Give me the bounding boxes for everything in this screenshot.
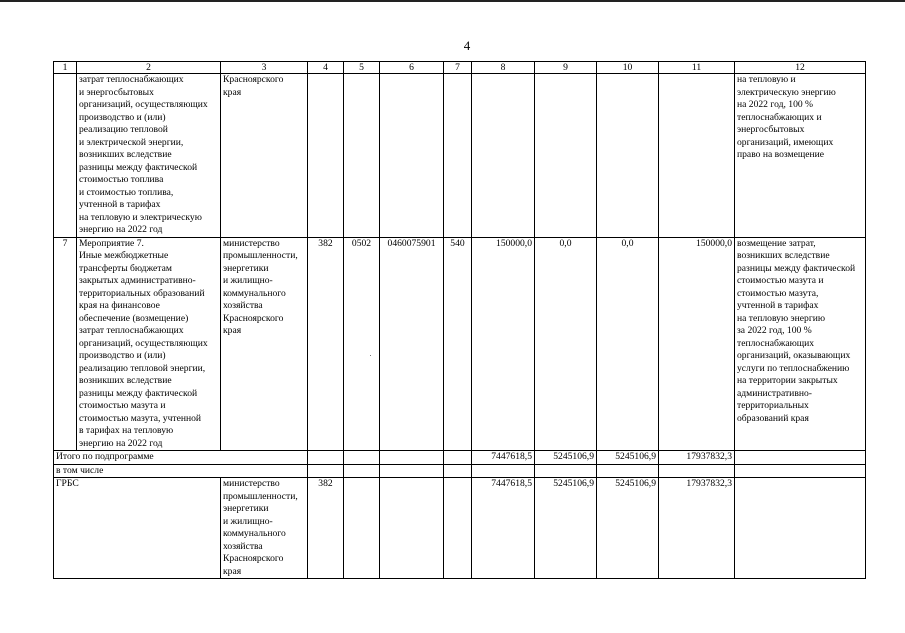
measure-description: Мероприятие 7. Иные межбюджетные трансферты бюджетам закрытых административно- территориальных образований края на финансовое обеспечение (возмещение) затрат теплоснабжающих организаций, осуществляющих производство и (или) реализацию тепловой энергии, возникших вследствие разницы между фактической стоимостью мазута и стоимостью мазута, учтенной в тарифах на тепловую энергию на 2022 год — [77, 237, 221, 451]
administrator: министерство промышленности, энергетики и жилищно- коммунального хозяйства Красноярского края — [221, 478, 308, 579]
total-col-8: 7447618,5 — [472, 451, 535, 465]
grbs-col-11: 17937832,3 — [659, 478, 735, 579]
col-header: 7 — [444, 62, 472, 74]
col-header: 4 — [308, 62, 344, 74]
administrator: Красноярского края — [221, 74, 308, 238]
table-row-grbs — [54, 478, 866, 579]
table-row-continuation — [54, 74, 866, 238]
table-row-measure-7 — [54, 237, 866, 451]
table-row-total — [54, 451, 866, 465]
col-header: 12 — [735, 62, 866, 74]
amount-col-10: 0,0 — [597, 237, 659, 451]
grbs-col-10: 5245106,9 — [597, 478, 659, 579]
header-row — [54, 62, 866, 74]
col-header: 5 — [344, 62, 380, 74]
total-label: Итого по подпрограмме — [54, 451, 308, 465]
grbs-label: ГРБС — [54, 478, 221, 579]
measure-description: затрат теплоснабжающих и энергосбытовых организаций, осуществляющих производство и (или) реализацию тепловой и электрической энергии, возникших вследствие разницы между фактической стоимостью топлива и стоимостью топлива, учтенной в тарифах на тепловую и электрическую энергию на 2022 год — [77, 74, 221, 238]
col-header: 2 — [77, 62, 221, 74]
col-header: 6 — [380, 62, 444, 74]
grbs-code: 382 — [308, 237, 344, 451]
page-number: 4 — [463, 38, 471, 53]
grbs-col-9: 5245106,9 — [535, 478, 597, 579]
col-header: 3 — [221, 62, 308, 74]
table-row-including — [54, 464, 866, 478]
including-label: в том числе — [54, 464, 308, 478]
administrator: министерство промышленности, энергетики и жилищно- коммунального хозяйства Красноярского края — [221, 237, 308, 451]
total-col-11: 17937832,3 — [659, 451, 735, 465]
grbs-col-8: 7447618,5 — [472, 478, 535, 579]
amount-col-8: 150000,0 — [472, 237, 535, 451]
col-header: 11 — [659, 62, 735, 74]
program-table — [53, 61, 866, 579]
col-header: 1 — [54, 62, 77, 74]
target-article-code: 0460075901 — [380, 237, 444, 451]
amount-col-11: 150000,0 — [659, 237, 735, 451]
grbs-code: 382 — [308, 478, 344, 579]
col-header: 9 — [535, 62, 597, 74]
expense-type-code: 540 — [444, 237, 472, 451]
amount-col-9: 0,0 — [535, 237, 597, 451]
page-top-edge — [0, 0, 905, 2]
col-header: 8 — [472, 62, 535, 74]
section-code: 0502 — [344, 237, 380, 451]
total-col-10: 5245106,9 — [597, 451, 659, 465]
row-number: 7 — [54, 237, 77, 451]
expected-result: возмещение затрат, возникших вследствие разницы между фактической стоимостью мазута и стоимостью мазута, учтенной в тарифах на тепловую энергию за 2022 год, 100 % теплоснабжающих организаций, оказывающих услуги по теплоснабжению на территории закрытых административно- территориальных образований края — [735, 237, 866, 451]
expected-result: на тепловую и электрическую энергию на 2022 год, 100 % теплоснабжающих и энергосбытовых организаций, имеющих право на возмещение — [735, 74, 866, 238]
total-col-9: 5245106,9 — [535, 451, 597, 465]
col-header: 10 — [597, 62, 659, 74]
